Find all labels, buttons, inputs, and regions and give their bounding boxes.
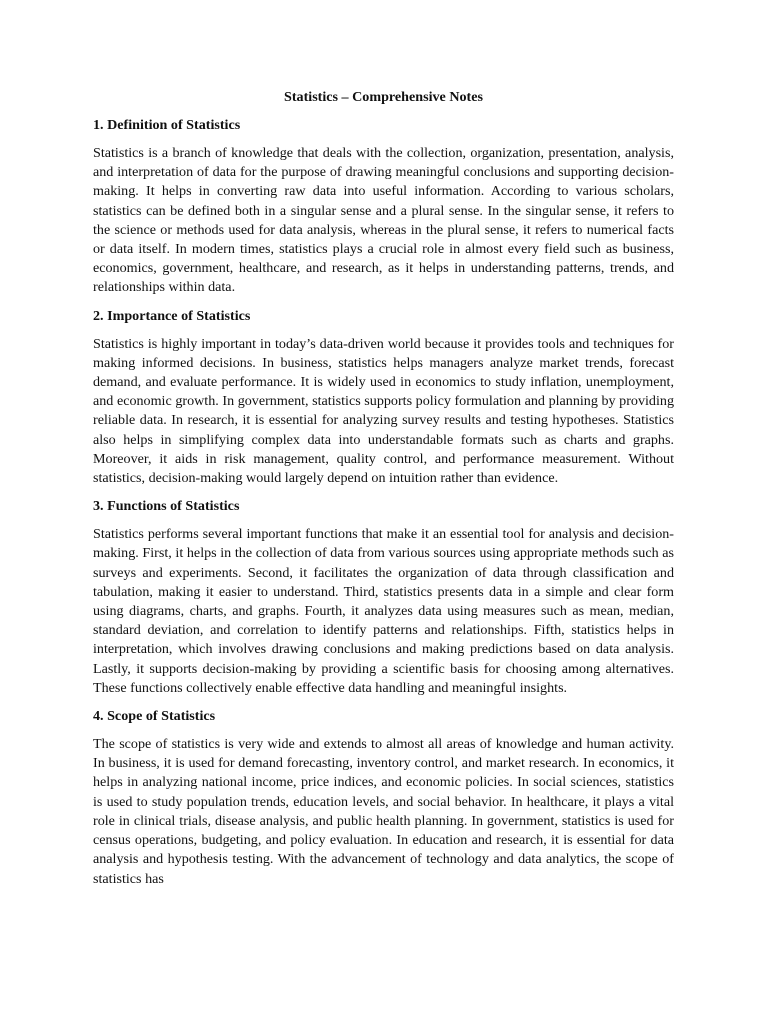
section-paragraph: Statistics is highly important in today’s data-driven world because it provides tools and techniques for making informed decisions. In business, statistics helps managers analyze market trends, forecast demand, and evaluate performance. It is widely used in economics to study inflation, unemployment, and economic growth. In government, statistics supports policy formulation and planning by providing reliable data. In research, it is essential for analyzing survey results and testing hypotheses. Statistics also helps in simplifying complex data into understandable formats such as charts and graphs. Moreover, it aids in risk management, quality control, and performance measurement. Without statistics, decision-making would largely depend on intuition rather than evidence. <box>93 335 674 487</box>
section-heading: 3. Functions of Statistics <box>93 498 240 515</box>
section-heading: 4. Scope of Statistics <box>93 708 216 725</box>
section-definition <box>93 116 674 298</box>
section-heading: 2. Importance of Statistics <box>93 307 251 324</box>
document-title: Statistics – Comprehensive Notes <box>284 89 483 105</box>
section-scope <box>93 707 674 889</box>
section-heading: 1. Definition of Statistics <box>93 117 241 133</box>
section-paragraph: The scope of statistics is very wide and extends to almost all areas of knowledge and human activity. In business, it is used for demand forecasting, inventory control, and market research. In economics, it helps in analyzing national income, price indices, and economic policies. In social sciences, statistics is used to study population trends, education levels, and social behavior. In healthcare, it plays a vital role in clinical trials, disease analysis, and public health planning. In government, statistics is used for census operations, budgeting, and policy evaluation. In education and research, it is essential for data analysis and hypothesis testing. With the advancement of technology and data analytics, the scope of statistics has <box>93 736 674 887</box>
section-paragraph: Statistics is a branch of knowledge that deals with the collection, organization, presentation, analysis, and interpretation of data for the purpose of drawing meaningful conclusions and supporting decision-making. It helps in converting raw data into useful information. According to various scholars, statistics can be defined both in a singular sense and a plural sense. In the singular sense, it refers to the science or methods used for data analysis, whereas in the plural sense, it refers to numerical facts or data itself. In modern times, statistics plays a crucial role in almost every field such as business, economics, government, healthcare, and research, as it helps in understanding patterns, trends, and relationships within data. <box>93 145 674 296</box>
section-functions <box>93 497 674 698</box>
section-paragraph: Statistics performs several important functions that make it an essential tool for analysis and decision-making. First, it helps in the collection of data from various sources using appropriate methods such as surveys and experiments. Second, it facilitates the organization of data through classification and tabulation, making it easier to understand. Third, statistics presents data in a simple and clear form using diagrams, charts, and graphs. Fourth, it analyzes data using measures such as mean, median, standard deviation, and correlation to identify patterns and relationships. Fifth, statistics helps in interpretation, which involves drawing conclusions and making predictions based on data analysis. Lastly, it supports decision-making by providing a scientific basis for choosing among alternatives. These functions collectively enable effective data handling and meaningful insights. <box>93 526 674 696</box>
document-content <box>93 88 674 898</box>
section-importance <box>93 307 674 489</box>
